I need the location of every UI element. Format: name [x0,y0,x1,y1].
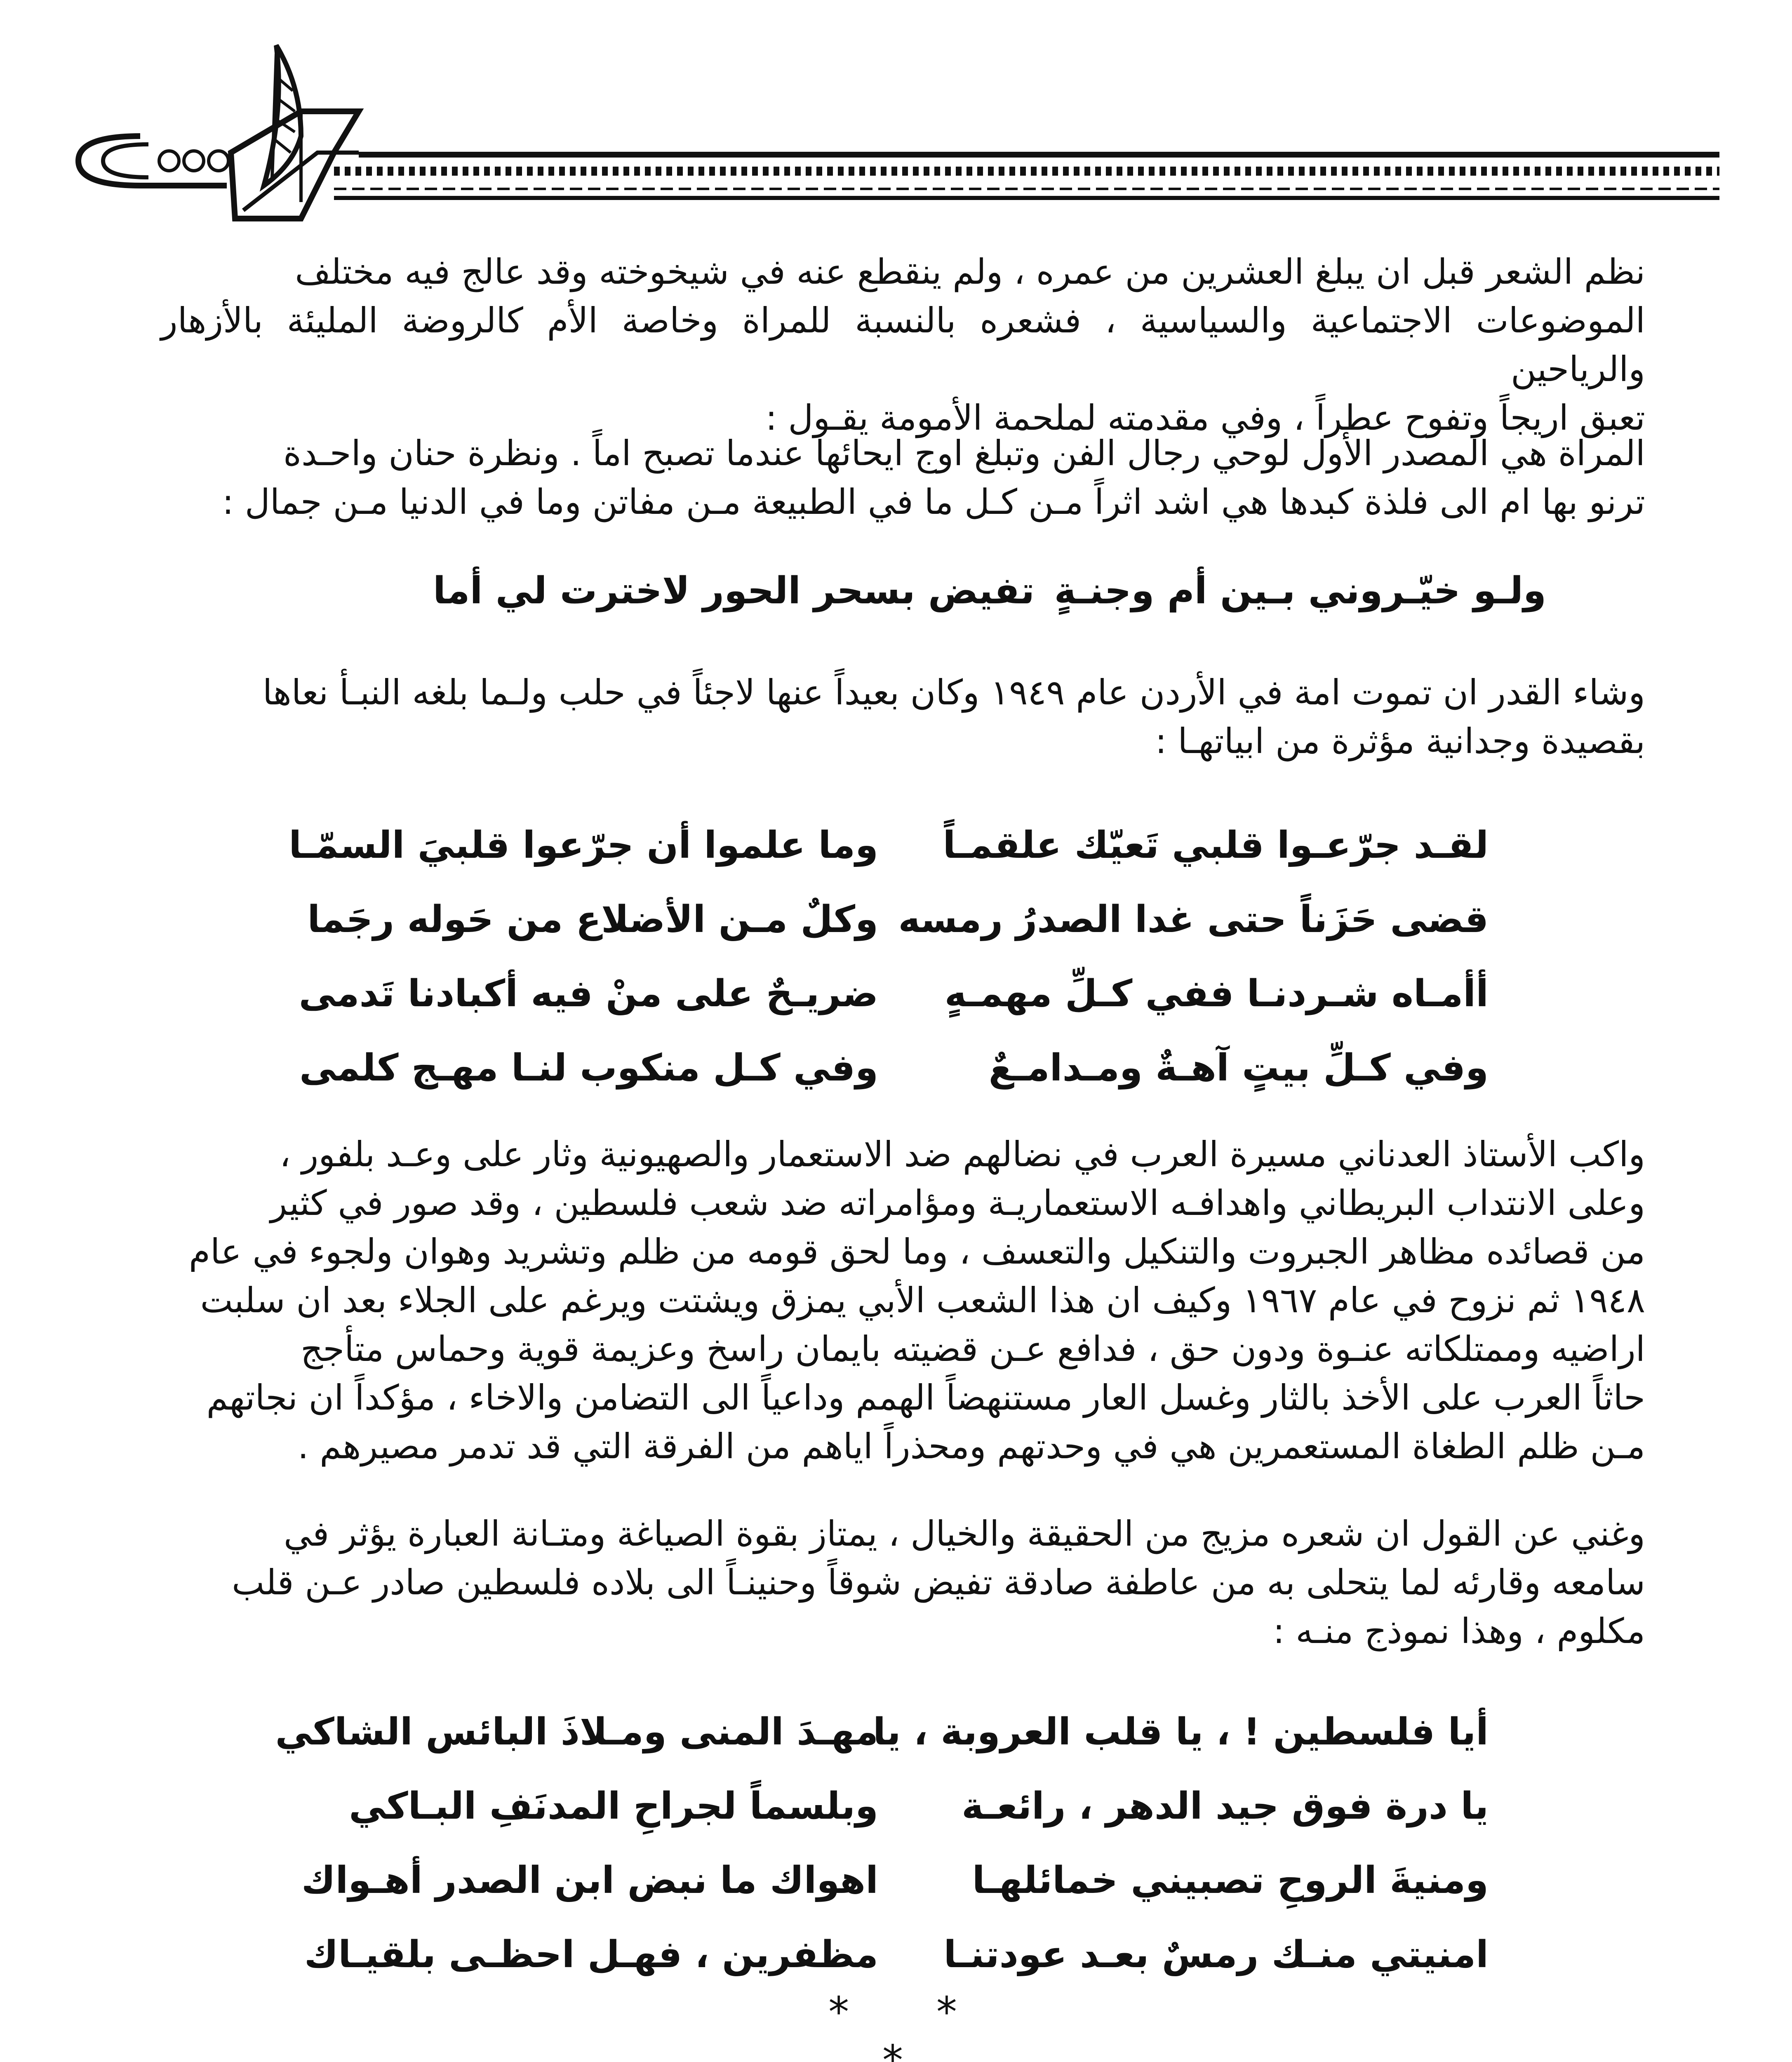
struggle-paragraph [161,1130,1645,1471]
verse-first-hemistich: أيا فلسطين ! ، يا قلب العروبة ، يا [872,1710,1489,1754]
verse-second-hemistich: تفيض بسحر الحور لاخترت لي أما [433,569,1035,612]
quote-paragraph [161,429,1645,526]
text-line: مـن ظلم الطغاة المستعمرين هي في وحدتهم ومحذراً اياهم من الفرقة التي قد تدمر مصيرهم . [297,1426,1645,1466]
text-line: بقصيدة وجدانية مؤثرة من ابياتهـا : [1155,721,1645,761]
intro-paragraph [161,247,1645,442]
verse-second-hemistich: وبلسماً لجراحِ المدنَفِ البـاكي [349,1784,878,1828]
verse-row [301,1843,1489,1918]
verse-second-hemistich: وما علموا أن جرّعوا قلبيَ السمّـا [289,824,878,867]
verse-first-hemistich: قضى حَزَناً حتى غدا الصدرُ رمسه [898,898,1489,941]
verse-second-hemistich: ضريـحٌ على منْ فيه أكبادنا تَدمى [299,972,878,1015]
text-line: نظم الشعر قبل ان يبلغ العشرين من عمره ، ولم ينقطع عنه في شيخوخته وقد عالج فيه مختلف [295,252,1645,292]
style-paragraph [161,1509,1645,1655]
verse-first-hemistich: أأمـاه شـردنـا ففي كـلِّ مهمـهٍ [944,972,1489,1015]
elegy-verses [289,808,1489,1105]
verse-first-hemistich: ولـو خيّـروني بـين أم وجنـةٍ [1054,569,1546,612]
verse-first-hemistich: امنيتي منـك رمسٌ بعـد عودتنـا [943,1933,1489,1976]
verse-second-hemistich: وفي كـل منكوب لنـا مهـج كلمى [299,1046,878,1090]
verse-first-hemistich: وفي كـلِّ بيتٍ آهـةٌ ومـدامـعٌ [988,1046,1489,1090]
text-line: الموضوعات الاجتماعية والسياسية ، فشعره بالنسبة للمراة وخاصة الأم كالروضة المليئة بالأزهار والرياحين [161,300,1645,389]
verse-first-hemistich: لقـد جرّعـوا قلبي تَعيّك علقمـاً [943,824,1489,867]
verse-second-hemistich: مظفرين ، فهـل احظـى بلقيـاك [304,1933,878,1976]
verse-second-hemistich: وكلٌ مـن الأضلاع من حَوله رجَما [307,898,878,941]
quill-book-logo-icon [70,29,1724,219]
verse-row [304,1918,1489,1992]
text-line: تعبق اريجاً وتفوح عطراً ، وفي مقدمته لملحمة الأمومة يقـول : [765,398,1645,438]
verse-row [307,883,1489,957]
text-line: واكب الأستاذ العدناني مسيرة العرب في نضالهم ضد الاستعمار والصهيونية وثار على وعـد بلفور ، [279,1134,1645,1175]
verse-first-hemistich: ومنيةَ الروحِ تصبيني خمائلهـا [972,1859,1489,1902]
verse-second-hemistich: اهواك ما نبض ابن الصدر أهـواك [301,1859,878,1902]
verse-second-hemistich: مهـدَ المنى ومـلاذَ البائس الشاكي [275,1710,878,1754]
text-line: سامعه وقارئه لما يتحلى به من عاطفة صادقة تفيض شوقاً وحنينـاً الى بلاده فلسطين صادر عـن قلب [232,1562,1645,1603]
text-line: اراضيه وممتلكاته عنـوة ودون حق ، فدافع عـن قضيته بايمان راسخ وعزيمة قوية وحماس متأجج [300,1329,1645,1369]
text-line: حاثاً العرب على الأخذ بالثار وغسل العار مستنهضاً الهمم وداعياً الى التضامن والاخاء ، مؤكداً ان نجاتهم [206,1377,1645,1418]
header-ornament [70,29,1724,219]
text-line: وشاء القدر ان تموت امة في الأردن عام ١٩٤٩ وكان بعيداً عنها لاجئاً في حلب ولـما بلغه النبـأ نعاها [262,672,1645,713]
palestine-verses [275,1695,1489,1992]
text-line: مكلوم ، وهذا نموذج منـه : [1273,1611,1645,1651]
text-line: من قصائده مظاهر الجبروت والتنكيل والتعسف ، وما لحق قومه من ظلم وتشريد وهوان ولجوء في عام [188,1231,1645,1272]
verse-first-hemistich: يا درة فوق جيد الدهر ، رائعـة [962,1784,1489,1828]
section-separator: * * * [828,1988,994,2062]
verse-row [275,1695,1489,1769]
text-line: وغني عن القول ان شعره مزيج من الحقيقة والخيال ، يمتاز بقوة الصياغة ومتـانة العبارة يؤثر في [283,1514,1645,1554]
verse-row [299,957,1489,1031]
single-verse [433,569,1546,612]
verse-row [289,808,1489,883]
text-line: ١٩٤٨ ثم نزوح في عام ١٩٦٧ وكيف ان هذا الشعب الأبي يمزق ويشتت ويرغم على الجلاء بعد ان سلبت [200,1280,1645,1321]
verse-row [342,1769,1489,1843]
mother-paragraph [161,668,1645,765]
text-line: المراة هي المصدر الأول لوحي رجال الفن وتبلغ اوج ايحائها عندما تصبح اماً . ونظرة حنان واحـدة [283,433,1645,473]
verse-row [299,1031,1489,1105]
text-line: وعلى الانتداب البريطاني واهدافـه الاستعماريـة ومؤامراته ضد شعب فلسطين ، وقد صور في كثير [270,1183,1645,1223]
text-line: ترنو بها ام الى فلذة كبدها هي اشد اثراً مـن كـل ما في الطبيعة مـن مفاتن وما في الدنيا مـن جمال : [222,482,1645,522]
